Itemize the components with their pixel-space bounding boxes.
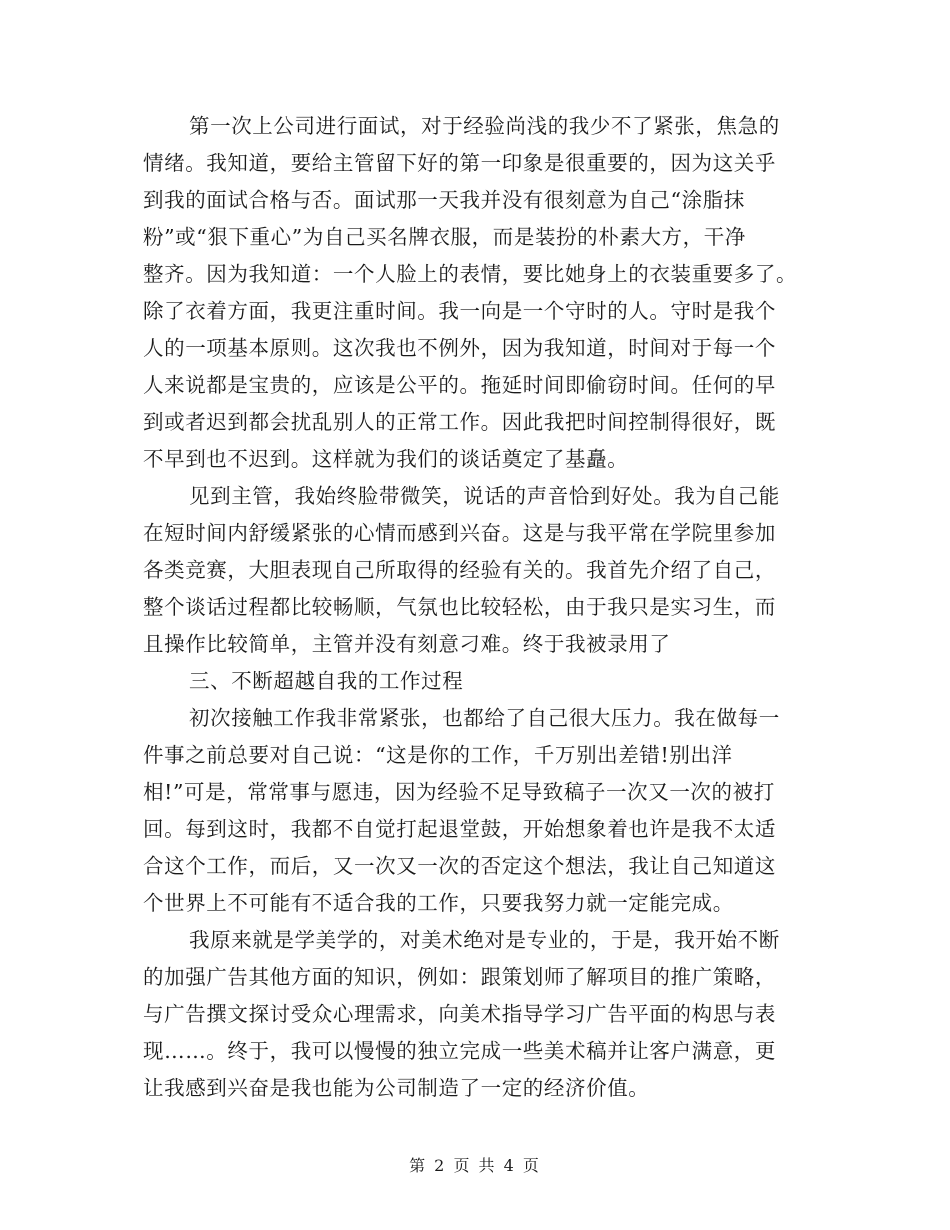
text-line: 到或者迟到都会扰乱别人的正常工作。因此我把时间控制得很好，既 [143, 410, 776, 434]
text-line: 回。每到这时，我都不自觉打起退堂鼓，开始想象着也许是我不太适 [143, 817, 776, 841]
text-line: 的加强广告其他方面的知识，例如：跟策划师了解项目的推广策略， [143, 965, 776, 989]
text-line: 我原来就是学美学的，对美术绝对是专业的，于是，我开始不断 [189, 928, 780, 952]
text-line: 与广告撰文探讨受众心理需求，向美术指导学习广告平面的构思与表 [143, 1002, 776, 1026]
text-line: 人来说都是宝贵的，应该是公平的。拖延时间即偷窃时间。任何的早 [143, 373, 776, 397]
text-line: 整个谈话过程都比较畅顺，气氛也比较轻松，由于我只是实习生，而 [143, 595, 776, 619]
text-line: 相!”可是，常常事与愿违，因为经验不足导致稿子一次又一次的被打 [143, 780, 775, 804]
text-line: 且操作比较简单，主管并没有刻意刁难。终于我被录用了 [143, 632, 671, 656]
page-number-footer: 第 2 页 共 4 页 [409, 1156, 541, 1175]
text-line: 合这个工作，而后，又一次又一次的否定这个想法，我让自己知道这 [143, 854, 776, 878]
text-line: 粉”或“狠下重心”为自己买名牌衣服，而是装扮的朴素大方，干净 [143, 225, 746, 249]
text-line: 见到主管，我始终脸带微笑，说话的声音恰到好处。我为自己能 [189, 484, 780, 508]
text-line: 人的一项基本原则。这次我也不例外，因为我知道，时间对于每一个 [143, 336, 776, 360]
text-line: 不早到也不迟到。这样就为我们的谈话奠定了基矗。 [143, 447, 629, 471]
text-line: 第一次上公司进行面试，对于经验尚浅的我少不了紧张，焦急的 [189, 114, 780, 138]
text-line: 除了衣着方面，我更注重时间。我一向是一个守时的人。守时是我个 [143, 299, 776, 323]
text-line: 整齐。因为我知道：一个人脸上的表情，要比她身上的衣装重要多了。 [143, 262, 798, 286]
text-line: 个世界上不可能有不适合我的工作，只要我努力就一定能完成。 [143, 891, 734, 915]
text-line: 让我感到兴奋是我也能为公司制造了一定的经济价值。 [143, 1076, 650, 1100]
text-line: 件事之前总要对自己说：“这是你的工作，千万别出差错!别出洋 [143, 743, 733, 767]
text-line: 各类竞赛，大胆表现自己所取得的经验有关的。我首先介绍了自己， [143, 558, 776, 582]
text-line: 在短时间内舒缓紧张的心情而感到兴奋。这是与我平常在学院里参加 [143, 521, 776, 545]
text-line: 现……。终于，我可以慢慢的独立完成一些美术稿并让客户满意，更 [143, 1039, 776, 1063]
text-line: 到我的面试合格与否。面试那一天我并没有很刻意为自己“涂脂抹 [143, 188, 745, 212]
text-line: 初次接触工作我非常紧张，也都给了自己很大压力。我在做每一 [189, 706, 780, 730]
text-line: 情绪。我知道，要给主管留下好的第一印象是很重要的，因为这关乎 [143, 151, 776, 175]
section-heading: 三、不断超越自我的工作过程 [189, 669, 464, 693]
